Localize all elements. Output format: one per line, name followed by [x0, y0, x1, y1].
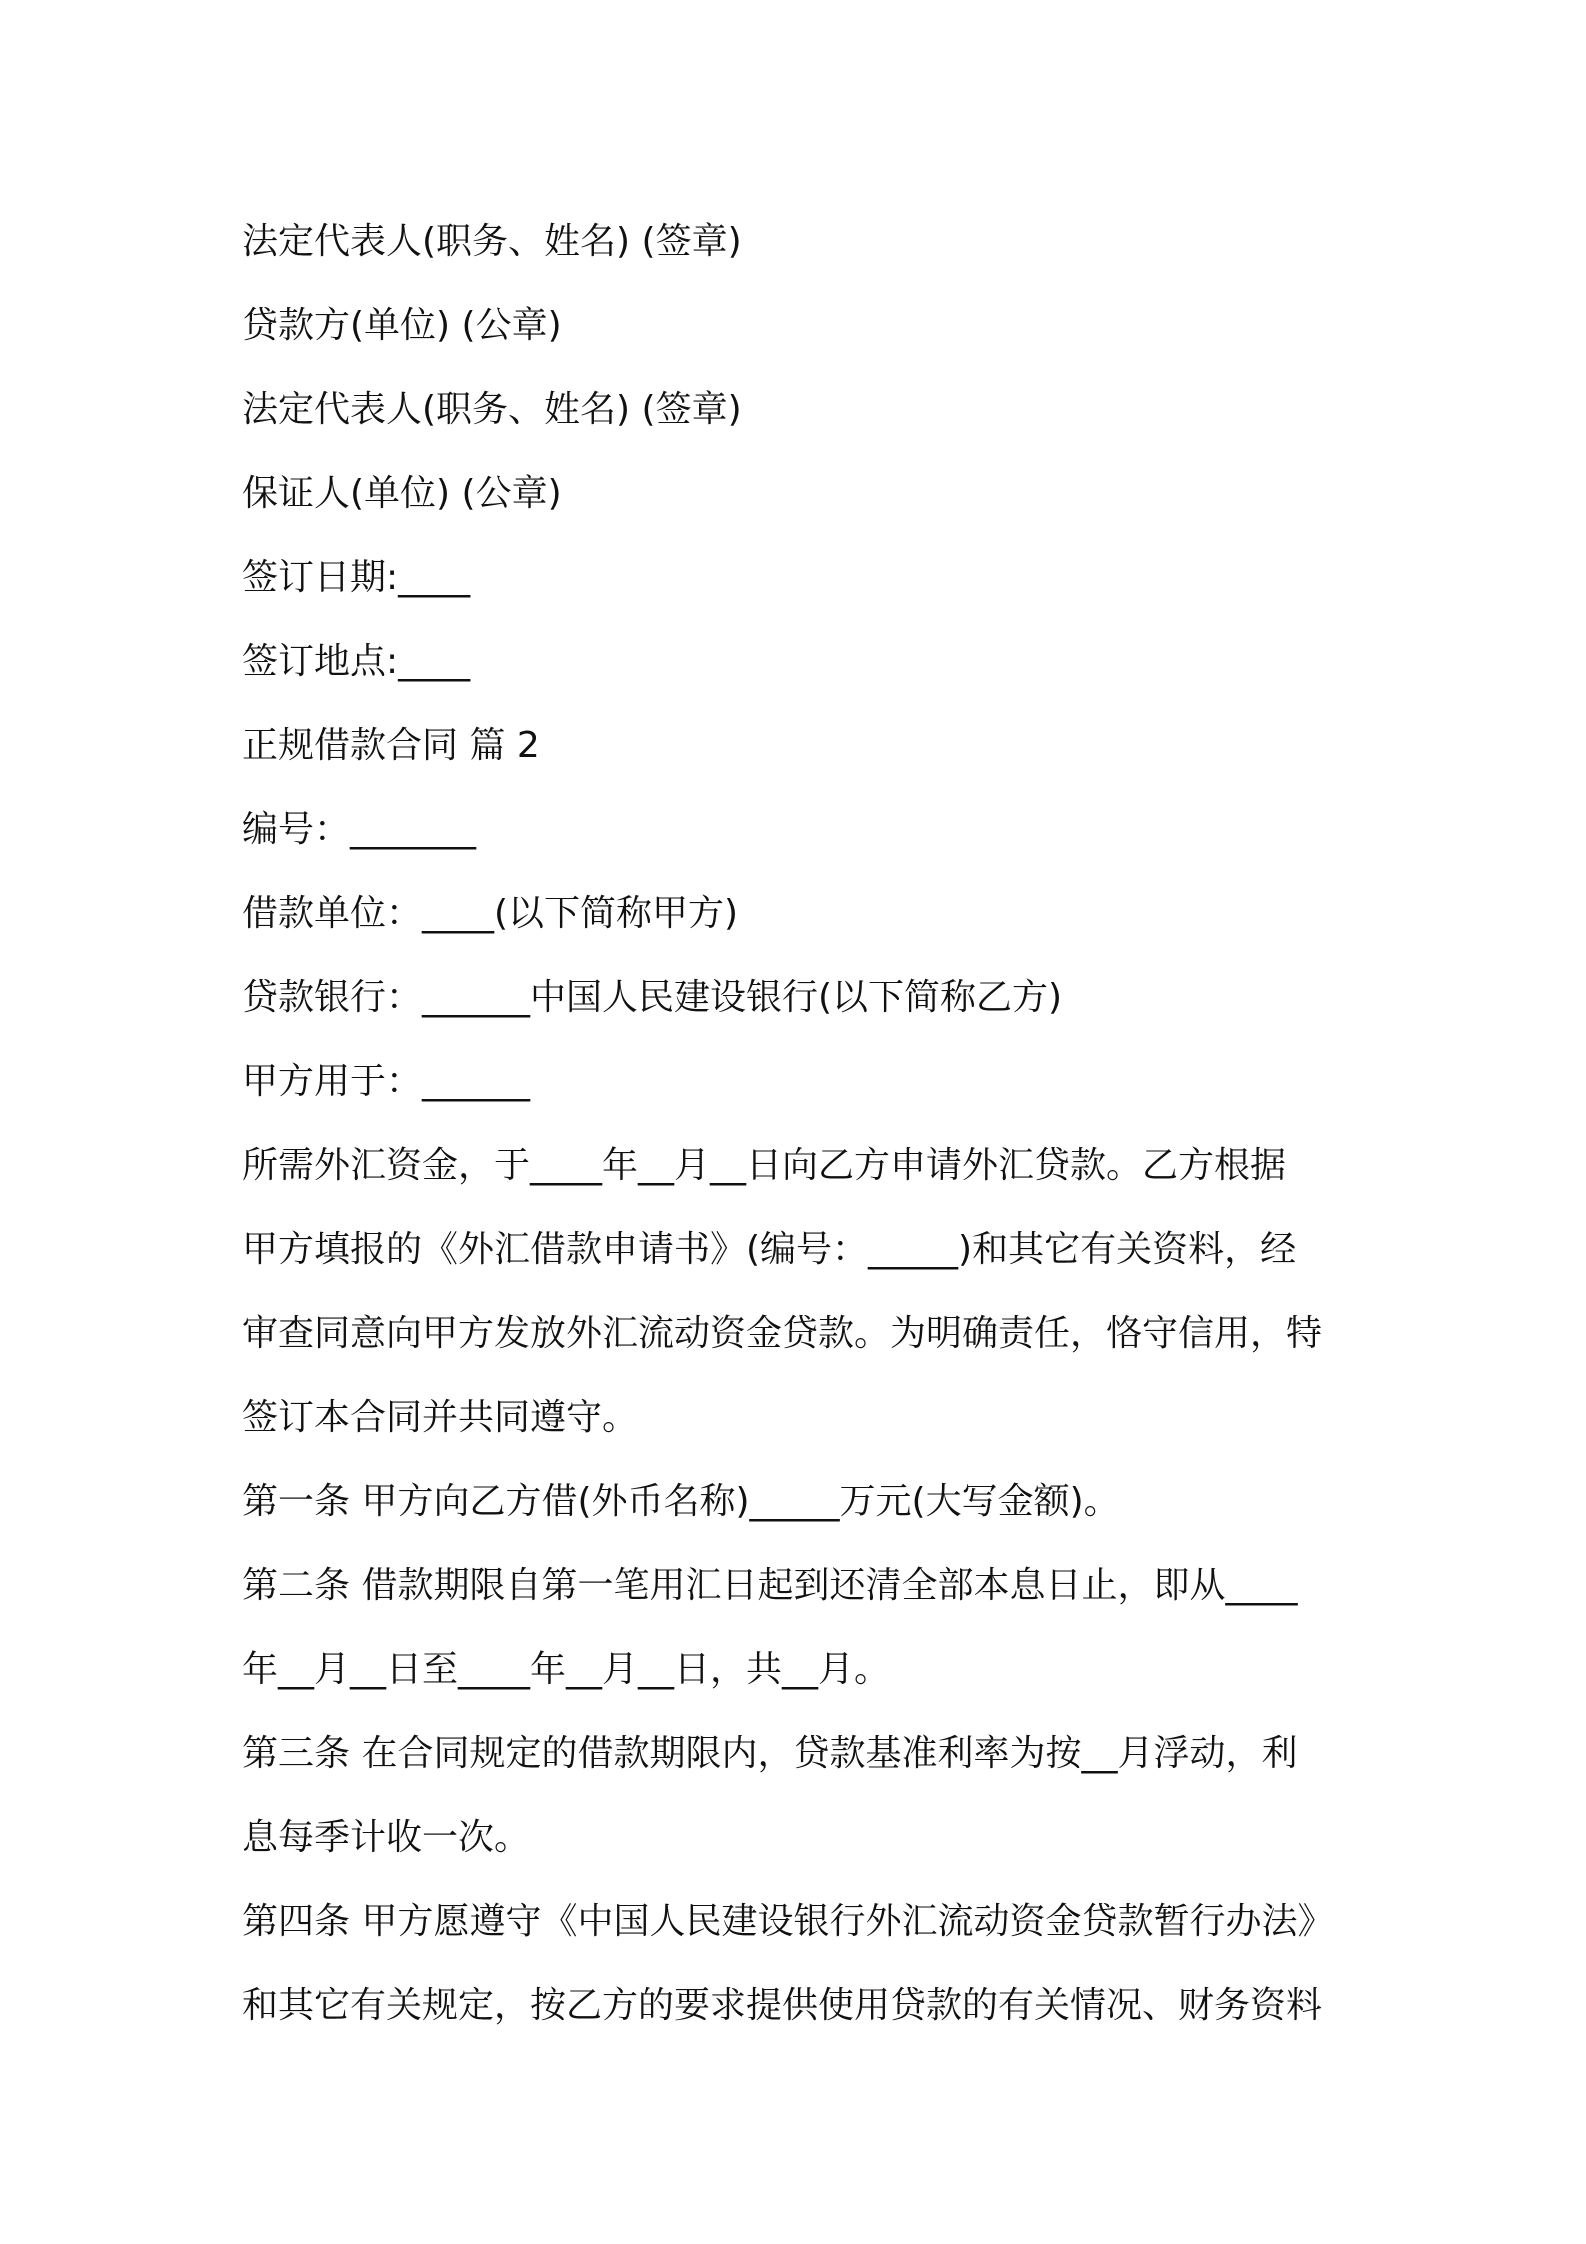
document-body: [242, 200, 1372, 2048]
article-2-continued: 年__月__日至____年__月__日，共__月。: [242, 1649, 891, 1690]
article-4: 第四条 甲方愿遵守《中国人民建设银行外汇流动资金贷款暂行办法》: [242, 1901, 1334, 1942]
purpose-line: 甲方用于：______: [242, 1061, 531, 1102]
article-3-continued: 息每季计收一次。: [242, 1817, 531, 1858]
signature-line-legal-rep: 法定代表人(职务、姓名) (签章): [242, 221, 742, 262]
signature-line-legal-rep: 法定代表人(职务、姓名) (签章): [242, 389, 742, 430]
article-1: 第一条 甲方向乙方借(外币名称)_____万元(大写金额)。: [242, 1481, 1120, 1522]
signature-line-lender: 贷款方(单位) (公章): [242, 305, 562, 346]
paragraph-line: 所需外汇资金，于____年__月__日向乙方申请外汇贷款。乙方根据: [242, 1145, 1287, 1186]
article-4-continued: 和其它有关规定，按乙方的要求提供使用贷款的有关情况、财务资料: [242, 1985, 1323, 2026]
paragraph-line: 甲方填报的《外汇借款申请书》(编号：_____)和其它有关资料，经: [242, 1229, 1297, 1270]
borrower-line: 借款单位：____(以下简称甲方): [242, 893, 739, 934]
article-2: 第二条 借款期限自第一笔用汇日起到还清全部本息日止，即从____: [242, 1565, 1298, 1606]
signing-date: 签订日期:____: [242, 557, 471, 598]
signing-place: 签订地点:____: [242, 641, 471, 682]
article-3: 第三条 在合同规定的借款期限内，贷款基准利率为按__月浮动，利: [242, 1733, 1298, 1774]
paragraph-line: 签订本合同并共同遵守。: [242, 1397, 639, 1438]
signature-line-guarantor: 保证人(单位) (公章): [242, 473, 562, 514]
lender-bank-line: 贷款银行：______中国人民建设银行(以下简称乙方): [242, 977, 1063, 1018]
contract-heading: 正规借款合同 篇 2: [242, 725, 540, 766]
contract-number: 编号：_______: [242, 809, 477, 850]
paragraph-line: 审查同意向甲方发放外汇流动资金贷款。为明确责任，恪守信用，特: [242, 1313, 1323, 1354]
